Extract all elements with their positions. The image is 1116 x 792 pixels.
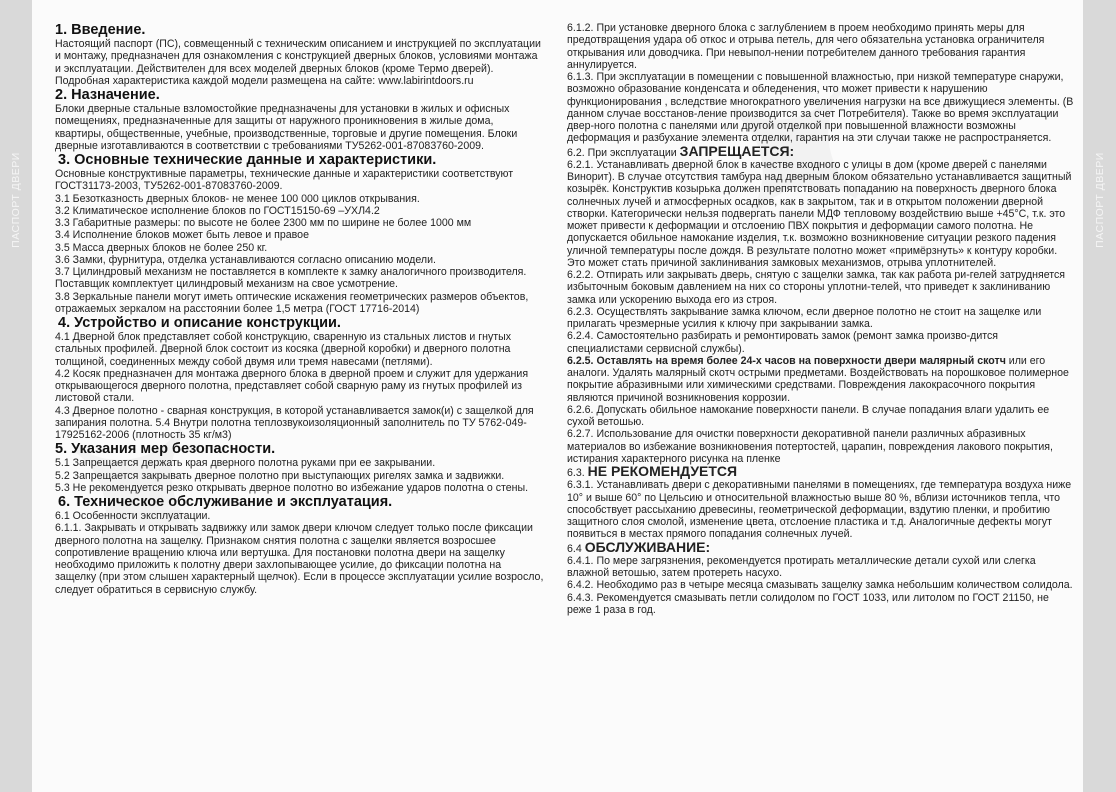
item-6-2-3: 6.2.3. Осуществлять закрывание замка ключом, если дверное полотно не стоит на защелке или прилагать чрезмерные усилия к ключу при закрывании замка. xyxy=(567,305,1042,330)
item-6-2-7: 6.2.7. Использование для очистки поверхности декоративной панели различных абразивных материалов во избежание возникновения потертостей, царапин, повреждения лакового покрытия, истирания характерного рисунка на пленке xyxy=(567,428,1053,465)
section-3-title: 3. Основные технические данные и характеристики. xyxy=(58,152,437,168)
item-3-4: 3.4 Исполнение блоков может быть левое и правое xyxy=(55,229,309,242)
item-6-2-2: 6.2.2. Отпирать или закрывать дверь, снятую с защелки замка, так как работа ри-гелей затрудняется избыточным боковым давлением на них со стороны уплотни-телей, что приведет к заклиниванию замка или ускорению выхода его из строя. xyxy=(567,269,1066,306)
side-label-text: ПАСПОРТ ДВЕРИ xyxy=(1094,152,1106,248)
item-4-2: 4.2 Косяк предназначен для монтажа дверного блока в дверной проем и служит для удержания открывающегося дверного полотна, представляет собой сварную раму из гнутых профилей из листовой стали. xyxy=(55,367,529,405)
item-3-5: 3.5 Масса дверных блоков не более 250 кг. xyxy=(55,241,268,254)
left-gutter xyxy=(0,0,32,792)
section-3-intro: Основные конструктивные параметры, технические данные и характеристики соответствуют ГОСТ31173-2003, ТУ5262-001-87083760-2009. xyxy=(55,168,514,193)
item-3-3: 3.3 Габаритные размеры: по высоте не более 2300 мм по ширине не более 1000 мм xyxy=(55,217,472,229)
item-5-2: 5.2 Запрещается закрывать дверное полотно при выступающих ригелях замка и задвижки. xyxy=(55,469,505,482)
heading-6-4 xyxy=(567,538,1075,555)
heading-6-2-emphasis: ЗАПРЕЩАЕТСЯ: xyxy=(679,142,795,159)
section-1-text: Настоящий паспорт (ПС), совмещенный с техническим описанием и инструкцией по эксплуатации и монтажу, предназначен для ознакомления с конструкцией дверных блоков, условиями монтажа и эксплуатации. Действителен для всех моделей дверных блоков (кроме Термо дверей). Подробная характеристика каждой модели размещена на сайте: www.labirintdoors.ru xyxy=(55,38,541,87)
item-6-1: 6.1 Особенности эксплуатации. xyxy=(55,510,211,522)
heading-6-2-prefix: 6.2. При эксплуатации xyxy=(567,146,677,159)
item-6-4-1: 6.4.1. По мере загрязнения, рекомендуется протирать металлические детали сухой или слегка влажной ветошью, затем протереть насухо. xyxy=(567,554,1036,579)
item-3-7: 3.7 Цилиндровый механизм не поставляется в комплекте к замку аналогичного производителя. Поставщик комплектует цилиндровый механизм на свое усмотрение. xyxy=(55,266,527,291)
item-5-3: 5.3 Не рекомендуется резко открывать дверное полотно во избежание ударов полотна о стены. xyxy=(55,481,529,494)
heading-6-4-prefix: 6.4 xyxy=(567,542,582,555)
item-6-1-2: 6.1.2. При установке дверного блока с заглублением в проем необходимо принять меры для предотвращения удара об откос и отрыва петель, для чего обязательна установка ограничителя открывания или доводчика. При невыпол-нении потребителем данного требования гарантия аннулируется. xyxy=(567,22,1045,71)
right-column xyxy=(567,22,1075,616)
side-label-right xyxy=(1084,150,1116,250)
item-6-4-2: 6.4.2. Необходимо раз в четыре месяца смазывать защелку замка небольшим количеством солидола. xyxy=(567,579,1073,592)
item-3-1: 3.1 Безотказность дверных блоков- не менее 100 000 циклов открывания. xyxy=(55,192,420,205)
item-6-2-1: 6.2.1. Устанавливать дверной блок в качестве входного с улицы в дом (кроме дверей с панелями Винорит). В случае отсутствия тамбура над дверным блоком обязательно устанавливается защитный козырёк. Конструктив козырька должен препятствовать попаданию на поверхность дверного блока солнечных лучей и атмосферных осадков, как в закрытом, так и в открытом положении дверной створки. Категорически нельзя подвергать панели МДФ тепловому воздействию выше +45°С, т.к. это может привести к деформации и отслоению ПВХ покрытия и деформации самого полотна. Не допускается обильное намокание изделия, т.к. возможно возникновение ситуации резкого падения уличной температуры после дождя. В результате полотно может «примёрзнуть» к контуру коробки. Это может стать причиной заклинивания замковых механизмов, отрыва уплотнителей. xyxy=(567,158,1072,269)
item-3-6: 3.6 Замки, фурнитура, отделка устанавливаются согласно описанию модели. xyxy=(55,253,436,266)
section-6-title: 6. Техническое обслуживание и эксплуатация. xyxy=(58,494,393,510)
side-label-text: ПАСПОРТ ДВЕРИ xyxy=(10,152,22,248)
heading-6-3-emphasis: НЕ РЕКОМЕНДУЕТСЯ xyxy=(587,463,738,479)
heading-6-2 xyxy=(567,142,1075,159)
item-6-2-6: 6.2.6. Допускать обильное намокание поверхности панели. В случае попадания влаги удалить ее сухой ветошью. xyxy=(567,403,1050,428)
item-6-4-3: 6.4.3. Рекомендуется смазывать петли солидолом по ГОСТ 1033, или литолом по ГОСТ 21150, не реже 1 раза в год. xyxy=(567,591,1049,616)
heading-6-3-prefix: 6.3. xyxy=(567,467,585,479)
section-5-title: 5. Указания мер безопасности. xyxy=(55,441,276,458)
heading-6-3 xyxy=(567,465,1075,479)
item-6-2-5 xyxy=(567,355,1075,404)
item-4-3: 4.3 Дверное полотно - сварная конструкция, в которой устанавливается замок(и) с защелкой для запирания полотна. 5.4 Внутри полотна теплозвукоизоляционный заполнитель по ТУ 5762-049-17925162-2006 (плотность 35 кг/м3) xyxy=(55,404,534,441)
heading-6-4-emphasis: ОБСЛУЖИВАНИЕ: xyxy=(584,538,711,555)
section-2-title: 2. Назначение. xyxy=(55,87,160,103)
section-2-text: Блоки дверные стальные взломостойкие предназначены для установки в жилых и офисных помещениях, предназначенные для защиты от наружного проникновения в жилые дома, квартиры, общественные, учебные, производственные, торговые и другие помещения. Блоки дверные изготавливаются в соответствии с требованиями ТУ5262-001-87083760-2009. xyxy=(55,103,518,152)
item-6-2-5-bold: 6.2.5. Оставлять на время более 24-х часов на поверхности двери малярный скотч xyxy=(567,354,1006,367)
right-page xyxy=(559,0,1083,792)
item-5-1: 5.1 Запрещается держать края дверного полотна руками при ее закрывании. xyxy=(55,457,436,470)
item-3-8: 3.8 Зеркальные панели могут иметь оптические искажения геометрических размеров объектов, отражаемых зеркалом на расстоянии более 1,5 метра (ГОСТ 17716-2014) xyxy=(55,290,529,315)
item-6-1-1: 6.1.1. Закрывать и открывать задвижку или замок двери ключом следует только после фиксации дверного полотна на защелку. Признаком снятия полотна с защелки является возросшее сопротивление вращению ключа или вертушка. Для постановки полотна двери на защелку необходимо приложить к полотну двери захлопывающее усилие, до фиксации полотна на защелку (при этом слышен характерный щелчок). Если в процессе эксплуатации усилие возросло, следует обратиться в сервисную службу. xyxy=(55,522,544,596)
side-label-left xyxy=(0,150,32,250)
item-6-2-4: 6.2.4. Самостоятельно разбирать и ремонтировать замок (ремонт замка произво-дится специалистами сервисной службы). xyxy=(567,330,999,355)
section-4-title: 4. Устройство и описание конструкции. xyxy=(58,315,341,331)
item-6-1-3: 6.1.3. При эксплуатации в помещении с повышенной влажностью, при низкой температуре снаружи, возможно образование конденсата и обледенения, что может привести к нарушению функционирования , вследствие многократного увеличения нагрузки на все движущиеся элементы. (В данном случае восстанов-ление производится за счет Потребителя). Также во время эксплуатации двер-ного полотна с панелями или другой отделкой при повышенной влажности возможны деформация и разбухание элемента отделки, гарантия на эти случаи также не распространяется. xyxy=(567,71,1074,145)
item-3-2: 3.2 Климатическое исполнение блоков по ГОСТ15150-69 –УХЛ4.2 xyxy=(55,204,380,217)
item-6-3-1: 6.3.1. Устанавливать двери с декоративными панелями в помещениях, где температура воздуха ниже 10° и выше 60° по Цельсию и относительной влажностью выше 80 %, вблизи источников тепла, что способствует рассыханию древесины, геометрической деформации, вздутию пленки, и пробитию защитного слоя смолой, изменение цвета, отслоение пластика и т.д. Аналогичные дефекты могут появиться в местах прямого попадания солнечных лучей. xyxy=(567,479,1072,541)
section-1-title: 1. Введение. xyxy=(55,22,146,38)
item-6-2-5-rest: или его аналоги. Удалять малярный скотч острыми предметами. Воздействовать на порошковое полимерное покрытие абразивными или химическими средствами. Повреждения лакокрасочного покрытия являются причиной возникновения коррозии. xyxy=(567,354,1069,404)
item-4-1: 4.1 Дверной блок представляет собой конструкцию, сваренную из стальных листов и гнутых стальных профилей. Дверной блок состоит из косяка (дверной коробки) и дверного полотна толщиной, соединенных между собой двумя или тремя навесами (петлями). xyxy=(55,331,512,368)
right-gutter xyxy=(1084,0,1116,792)
left-column xyxy=(55,22,545,596)
left-page xyxy=(32,0,559,792)
